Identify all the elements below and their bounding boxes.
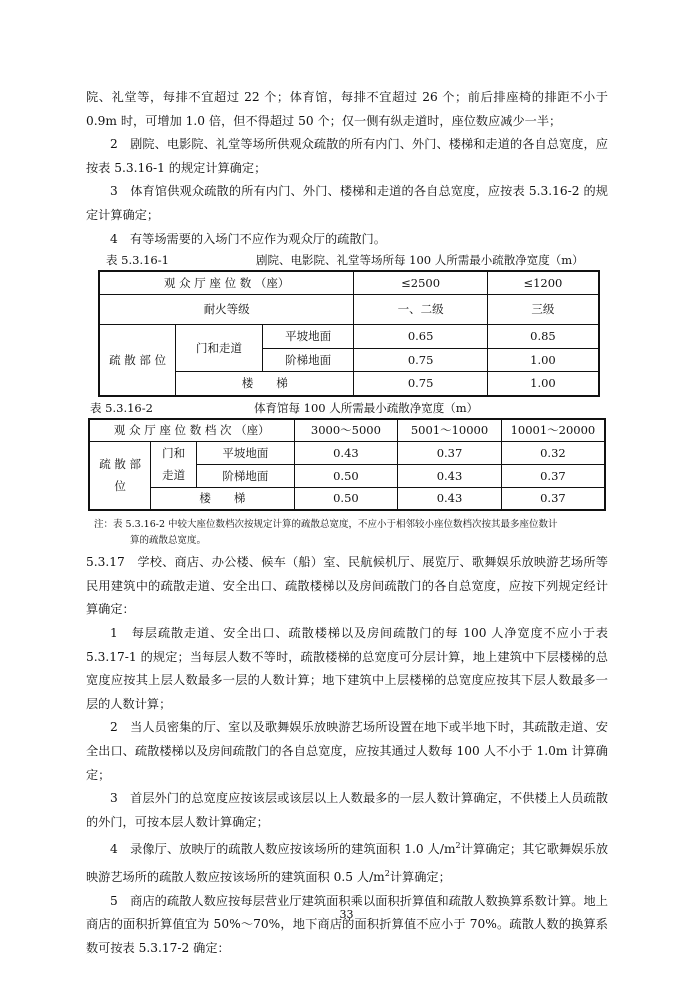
table-2-cell: 0.37 <box>501 487 605 510</box>
table-2-caption <box>86 399 608 418</box>
table-2-cell: 0.43 <box>398 487 502 510</box>
table-1-cell: 0.75 <box>354 348 487 371</box>
table-1-stairs: 楼 梯 <box>176 371 354 396</box>
table-1-cell: 1.00 <box>487 348 599 371</box>
paragraph-item-3b: 3 首层外门的总宽度应按该层或该层以上人数最多的一层人数计算确定，不供楼上人员疏散的外门，可按本层人数计算确定； <box>86 791 608 829</box>
paragraph-continuation: 院、礼堂等，每排不宜超过 22 个；体育馆，每排不宜超过 26 个；前后排座椅的排距不小于 0.9m 时，可增加 1.0 倍，但不得超过 50 个；仅一侧有纵走道时，座位数应减少一半； <box>86 90 608 128</box>
table-2-cell: 0.50 <box>294 487 398 510</box>
paragraph-item-4b-part1: 4 录像厅、放映厅的疏散人数应按该场所的建筑面积 1.0 人/m <box>110 842 456 857</box>
table-2-door-corridor-line1: 门和 <box>162 446 186 461</box>
document-page <box>86 86 608 960</box>
table-2-cell: 0.37 <box>501 464 605 487</box>
paragraph-item-3: 3 体育馆供观众疏散的所有内门、外门、楼梯和走道的各自总宽度，应按表 5.3.16-2 的规定计算确定； <box>86 184 608 222</box>
table-2 <box>88 418 606 511</box>
table-1-stepped-floor: 阶梯地面 <box>262 348 354 371</box>
table-1-title: 剧院、电影院、礼堂等场所每 100 人所需最小疏散净宽度（m） <box>256 253 584 268</box>
table-2-number: 表 5.3.16-2 <box>90 401 153 416</box>
table-1-door-corridor: 门和走道 <box>176 324 263 371</box>
paragraph-item-4b-part2: 计算确定；其它歌舞娱乐放映游艺场所的疏散人数应按该场所的建筑面积 0.5 人/m <box>86 842 609 884</box>
table-2-evacuation-part <box>89 441 151 510</box>
table-1-caption <box>86 251 608 270</box>
table-note-line2: 算的疏散总宽度。 <box>130 535 207 547</box>
paragraph-item-4: 4 有等场需要的入场门不应作为观众厅的疏散门。 <box>110 231 386 246</box>
paragraph-item-2: 2 剧院、电影院、礼堂等场所供观众疏散的所有内门、外门、楼梯和走道的各自总宽度，应按表 5.3.16-1 的规定计算确定； <box>86 137 608 175</box>
table-1-number: 表 5.3.16-1 <box>106 253 169 268</box>
table-2-cell: 0.43 <box>294 441 398 464</box>
table-2-cell: 0.32 <box>501 441 605 464</box>
table-1-cell: 0.85 <box>487 324 599 348</box>
table-2-header-col3: 10001～20000 <box>501 419 605 441</box>
table-2-flat-floor: 平坡地面 <box>197 441 295 464</box>
table-2-header-col2: 5001～10000 <box>398 419 502 441</box>
table-1-cell: 0.75 <box>354 371 487 396</box>
table-2-title: 体育馆每 100 人所需最小疏散净宽度（m） <box>254 401 479 416</box>
table-1-header-grade1: 一、二级 <box>354 294 487 324</box>
table-1 <box>98 270 600 397</box>
table-1-header-col2: ≤1200 <box>487 271 599 294</box>
page-number: 33 <box>339 908 354 921</box>
table-1-header-fire-rating: 耐火等级 <box>99 294 354 324</box>
table-2-header-col1: 3000～5000 <box>294 419 398 441</box>
table-2-stairs: 楼 梯 <box>151 487 294 510</box>
table-2-door-corridor-line2: 走道 <box>162 468 186 483</box>
table-note-line1: 注：表 5.3.16-2 中较大座位数档次按规定计算的疏散总宽度，不应小于相邻较小座位数档次按其最多座位数计 <box>94 519 558 531</box>
superscript-2b: 2 <box>384 868 390 878</box>
table-2-cell: 0.37 <box>398 441 502 464</box>
paragraph-item-4b-part3: 计算确定； <box>389 870 451 884</box>
table-2-door-corridor <box>151 441 197 487</box>
table-1-flat-floor: 平坡地面 <box>262 324 354 348</box>
paragraph-item-4b <box>86 834 608 889</box>
paragraph-item-5b: 5 商店的疏散人数应按每层营业厅建筑面积乘以面积折算值和疏散人数换算系数计算。地上商店的面积折算值宜为 50%～70%，地下商店的面积折算值不应小于 70%。疏散人数的换算系数可按表 5.3.17-2 确定： <box>86 893 608 955</box>
table-1-cell: 1.00 <box>487 371 599 396</box>
table-2-evacuation-part-line2: 位 <box>114 479 126 494</box>
table-1-header-grade2: 三级 <box>487 294 599 324</box>
table-1-cell: 0.65 <box>354 324 487 348</box>
paragraph-item-2b: 2 当人员密集的厅、室以及歌舞娱乐放映游艺场所设置在地下或半地下时，其疏散走道、安全出口、疏散楼梯以及房间疏散门的各自总宽度，应按其通过人数每 100 人不小于 1.0m 计算确定； <box>86 720 608 782</box>
paragraph-item-1: 1 每层疏散走道、安全出口、疏散楼梯以及房间疏散门的每 100 人净宽度不应小于表 5.3.17-1 的规定；当每层人数不等时，疏散楼梯的总宽度可分层计算，地上建筑中下层楼梯的总宽度应按其上层人数最多一层的人数计算；地下建筑中上层楼梯的总宽度应按其下层人数最多一层的人数计算； <box>86 625 608 711</box>
table-2-evacuation-part-line1: 疏 散 部 <box>99 457 142 472</box>
table-note <box>94 517 608 549</box>
table-2-stepped-floor: 阶梯地面 <box>197 464 295 487</box>
table-1-evacuation-part: 疏 散 部 位 <box>99 324 176 396</box>
table-2-header-seats: 观 众 厅 座 位 数 档 次 （座） <box>89 419 294 441</box>
table-1-header-col1: ≤2500 <box>354 271 487 294</box>
table-1-header-seats: 观 众 厅 座 位 数 （座） <box>99 271 354 294</box>
table-2-cell: 0.50 <box>294 464 398 487</box>
paragraph-5-3-17: 5.3.17 学校、商店、办公楼、候车（船）室、民航候机厅、展览厅、歌舞娱乐放映游艺场所等民用建筑中的疏散走道、安全出口、疏散楼梯以及房间疏散门的各自总宽度，应按下列规定经计算确定： <box>86 555 608 617</box>
table-2-cell: 0.43 <box>398 464 502 487</box>
superscript-2: 2 <box>455 841 461 851</box>
